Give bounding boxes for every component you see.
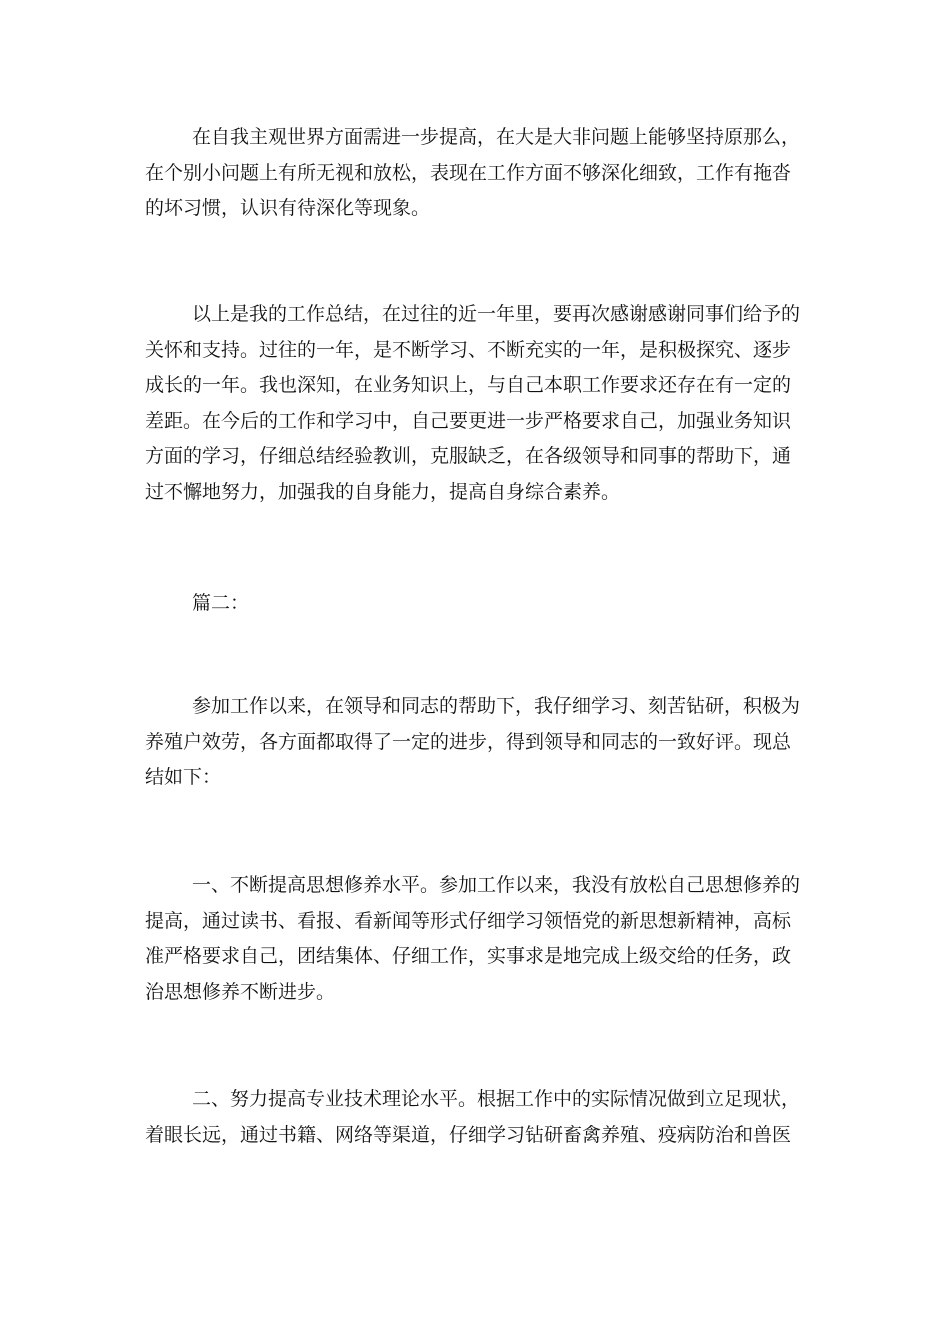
paragraph-line: 着眼长远，通过书籍、网络等渠道，仔细学习钻研畜禽养殖、疫病防治和兽医 (145, 1123, 792, 1146)
paragraph-line: 准严格要求自己，团结集体、仔细工作，实事求是地完成上级交给的任务，政 (145, 945, 792, 968)
paragraph-line: 治思想修养不断进步。 (145, 980, 336, 1003)
paragraph-line: 参加工作以来，在领导和同志的帮助下，我仔细学习、刻苦钻研，积极为 (192, 695, 801, 717)
paragraph-work-summary (145, 297, 805, 511)
paragraph-line: 的坏习惯，认识有待深化等现象。 (145, 197, 431, 220)
paragraph-ideological-cultivation (145, 868, 805, 1010)
paragraph-line: 以上是我的工作总结，在过往的近一年里，要再次感谢感谢同事们给予的 (192, 303, 801, 325)
paragraph-line: 一、不断提高思想修养水平。参加工作以来，我没有放松自己思想修养的 (192, 874, 801, 896)
paragraph-line: 方面的学习，仔细总结经验教训，克服缺乏，在各级领导和同事的帮助下，通 (145, 445, 792, 468)
paragraph-professional-skills (145, 1082, 805, 1153)
section-heading-part-two (145, 586, 805, 622)
paragraph-line: 提高，通过读书、看报、看新闻等形式仔细学习领悟党的新思想新精神，高标 (145, 909, 792, 932)
paragraph-introduction (145, 689, 805, 796)
paragraph-line: 在个别小问题上有所无视和放松，表现在工作方面不够深化细致，工作有拖沓 (145, 161, 792, 184)
paragraph-line: 成长的一年。我也深知，在业务知识上，与自己本职工作要求还存在有一定的 (145, 374, 792, 397)
paragraph-line: 结如下： (145, 766, 222, 789)
section-heading-text: 篇二： (192, 592, 250, 614)
paragraph-line: 关怀和支持。过往的一年，是不断学习、不断充实的一年，是积极探究、逐步 (145, 338, 792, 361)
paragraph-line: 在自我主观世界方面需进一步提高，在大是大非问题上能够坚持原那么， (192, 126, 801, 148)
paragraph-line: 二、努力提高专业技术理论水平。根据工作中的实际情况做到立足现状， (192, 1088, 801, 1110)
paragraph-self-improvement (145, 120, 805, 227)
paragraph-line: 差距。在今后的工作和学习中，自己要更进一步严格要求自己，加强业务知识 (145, 409, 792, 432)
paragraph-line: 养殖户效劳，各方面都取得了一定的进步，得到领导和同志的一致好评。现总 (145, 730, 792, 753)
paragraph-line: 过不懈地努力，加强我的自身能力，提高自身综合素养。 (145, 480, 621, 503)
